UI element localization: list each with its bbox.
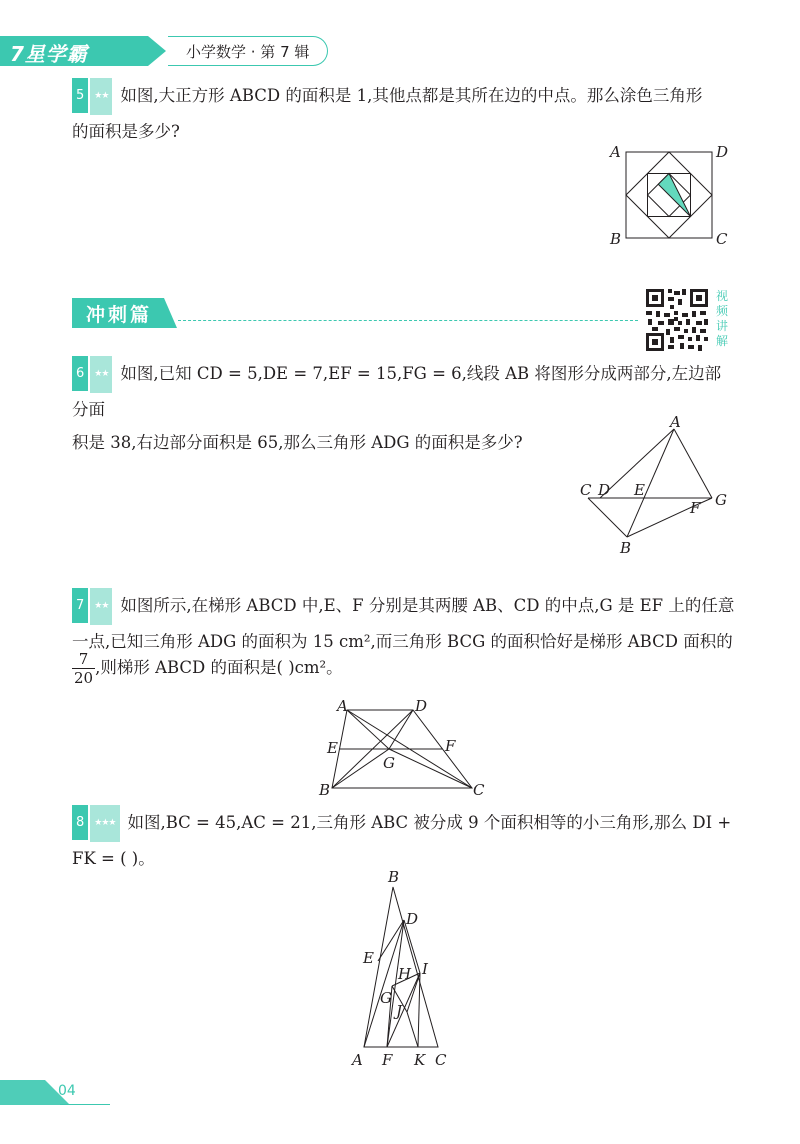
section-divider bbox=[178, 320, 638, 321]
video-lecture-label[interactable] bbox=[716, 289, 730, 349]
label-D: D bbox=[406, 910, 419, 928]
question-7 bbox=[72, 588, 737, 658]
difficulty-stars: ★★ bbox=[90, 78, 112, 115]
question-text-line3: ,则梯形 ABCD 的面积是( )cm²。 bbox=[95, 658, 343, 677]
label-I: I bbox=[422, 960, 428, 978]
label-G: G bbox=[380, 989, 392, 1007]
side-char: 频 bbox=[716, 304, 729, 318]
label-B: B bbox=[620, 539, 632, 557]
label-B: B bbox=[388, 868, 400, 886]
label-G: G bbox=[383, 754, 395, 772]
figure-q8-triangle bbox=[340, 862, 470, 1077]
footer-line bbox=[60, 1104, 110, 1105]
question-number: 6 bbox=[72, 356, 88, 391]
question-text-line1: 如图,BC = 45,AC = 21,三角形 ABC 被分成 9 个面积相等的小三角形,那么 DI + bbox=[127, 813, 732, 832]
question-text-line1: 如图所示,在梯形 ABCD 中,E、F 分别是其两腰 AB、CD 的中点,G 是 EF 上的任意 bbox=[120, 596, 735, 615]
fraction-numerator: 7 bbox=[72, 650, 95, 669]
question-text-line2: 一点,已知三角形 ADG 的面积为 15 cm²,而三角形 BCG 的面积恰好是梯形 ABCD 面积的 bbox=[72, 632, 733, 651]
label-E: E bbox=[363, 949, 374, 967]
section-title: 冲刺篇 bbox=[86, 304, 153, 326]
label-J: J bbox=[396, 1002, 403, 1020]
label-E: E bbox=[327, 739, 338, 757]
label-D: D bbox=[415, 697, 428, 715]
question-text-line1: 如图,已知 CD = 5,DE = 7,EF = 15,FG = 6,线段 AB 将图形分成两部分,左边部分面 bbox=[72, 364, 722, 419]
question-text-line1: 如图,大正方形 ABCD 的面积是 1,其他点都是其所在边的中点。那么涂色三角形 bbox=[120, 86, 703, 105]
brand-title: 7星学霸 bbox=[10, 42, 88, 66]
figure-q6-triangles bbox=[570, 415, 740, 560]
label-A: A bbox=[610, 143, 621, 161]
label-H: H bbox=[398, 965, 412, 983]
label-F: F bbox=[382, 1051, 393, 1069]
qr-code-icon[interactable] bbox=[644, 287, 710, 353]
label-F: F bbox=[445, 737, 456, 755]
fraction bbox=[72, 650, 95, 687]
question-number: 5 bbox=[72, 78, 88, 113]
label-D: D bbox=[716, 143, 729, 161]
label-C: C bbox=[716, 230, 728, 248]
question-text-line2: 积是 38,右边部分面积是 65,那么三角形 ADG 的面积是多少? bbox=[72, 433, 523, 452]
page-number: 04 bbox=[58, 1083, 76, 1099]
side-char: 视 bbox=[716, 289, 729, 303]
label-C: C bbox=[435, 1051, 447, 1069]
figure-q7-trapezoid bbox=[305, 695, 495, 800]
difficulty-stars: ★★ bbox=[90, 356, 112, 393]
difficulty-stars: ★★ bbox=[90, 588, 112, 625]
fraction-denominator: 20 bbox=[74, 669, 94, 687]
header-subtitle: 小学数学 · 第 7 辑 bbox=[168, 36, 328, 66]
label-B: B bbox=[610, 230, 622, 248]
label-A: A bbox=[670, 415, 681, 431]
question-5 bbox=[72, 78, 732, 148]
question-number: 8 bbox=[72, 805, 88, 840]
label-B: B bbox=[319, 781, 331, 799]
side-char: 解 bbox=[716, 334, 729, 348]
question-text-line2: FK = ( )。 bbox=[72, 849, 155, 868]
label-C: C bbox=[580, 481, 592, 499]
question-number: 7 bbox=[72, 588, 88, 623]
label-G: G bbox=[715, 491, 727, 509]
label-F: F bbox=[690, 499, 701, 517]
label-E: E bbox=[634, 481, 645, 499]
label-K: K bbox=[414, 1051, 426, 1069]
difficulty-stars: ★★★ bbox=[90, 805, 119, 842]
label-C: C bbox=[473, 781, 485, 799]
figure-q5-square bbox=[600, 140, 730, 250]
question-text-line2: 的面积是多少? bbox=[72, 122, 180, 141]
side-char: 讲 bbox=[716, 319, 729, 333]
question-7-line3 bbox=[72, 650, 343, 687]
label-D: D bbox=[598, 481, 611, 499]
label-A: A bbox=[337, 697, 348, 715]
label-A: A bbox=[352, 1051, 363, 1069]
